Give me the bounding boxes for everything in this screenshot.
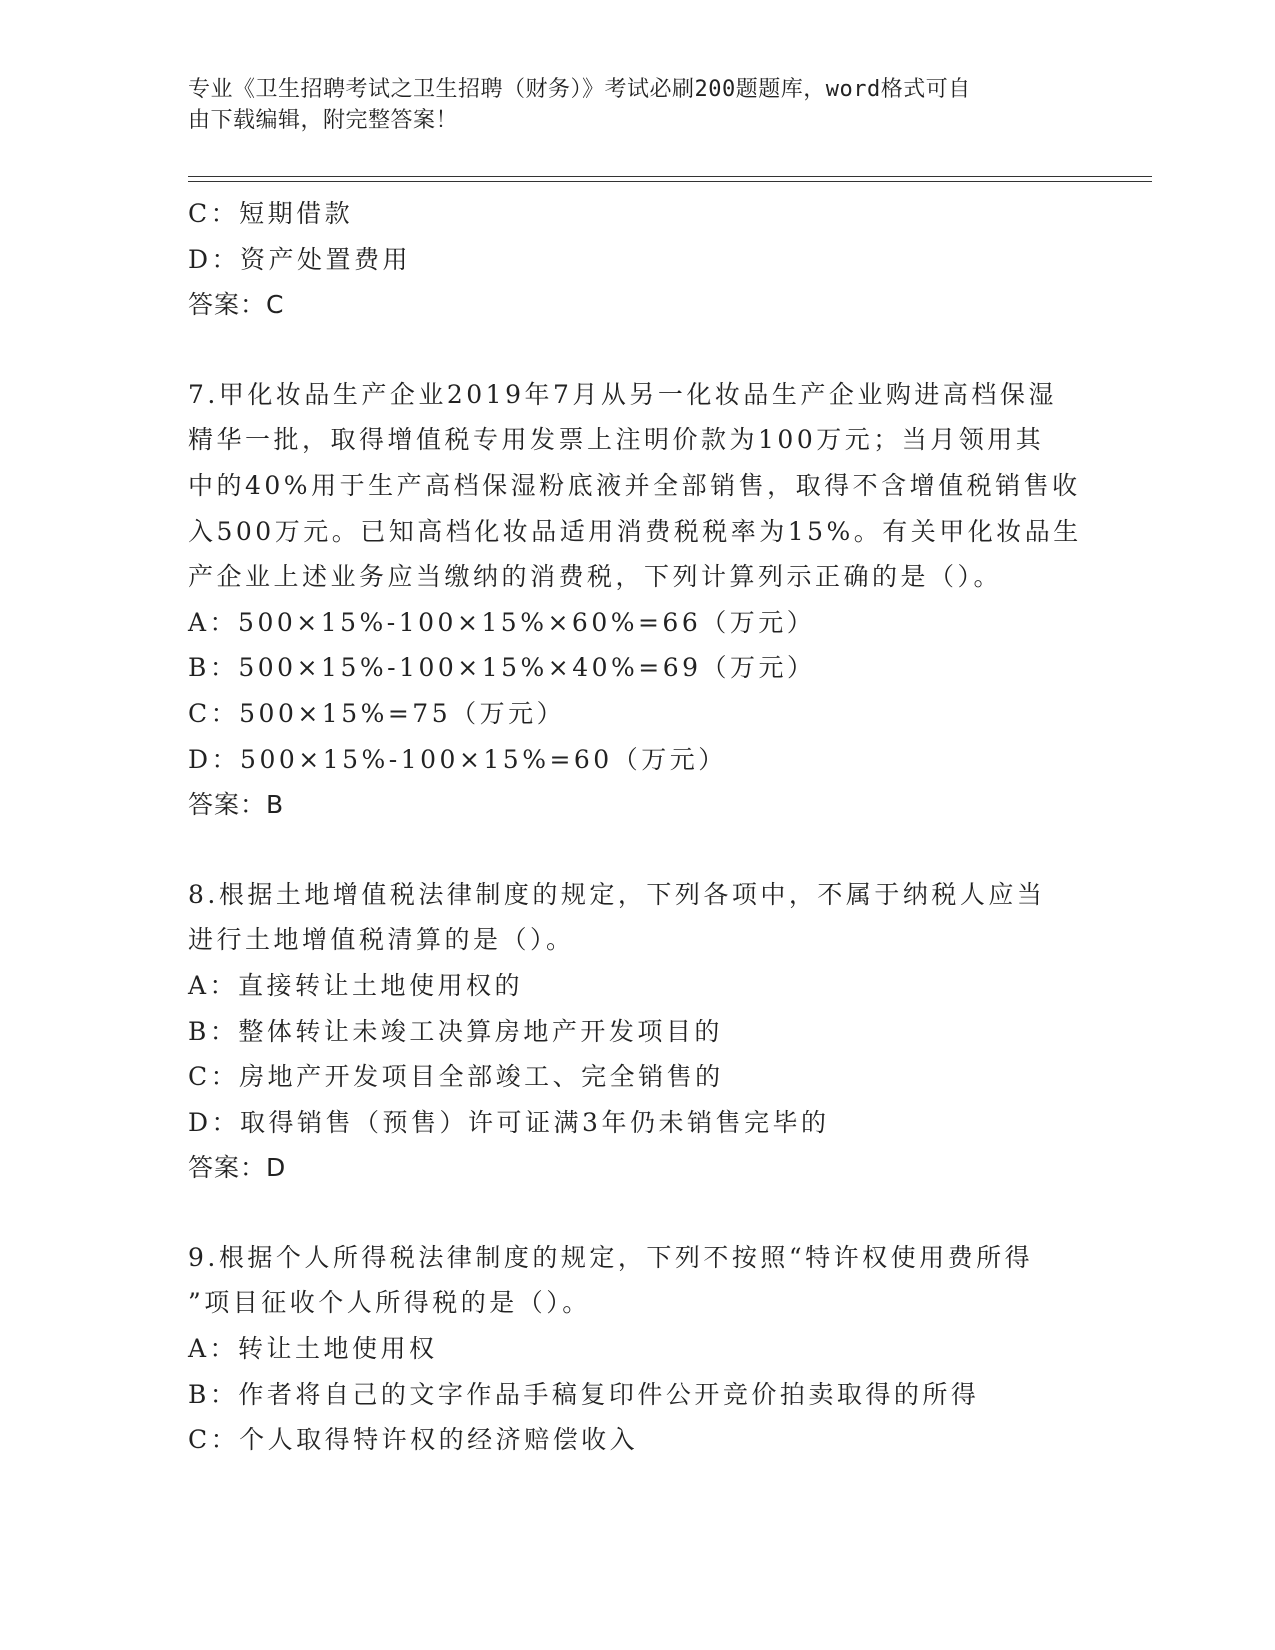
option-c: C：个人取得特许权的经济赔偿收入 xyxy=(188,1425,639,1455)
question-text-line: 9.根据个人所得税法律制度的规定，下列不按照“特许权使用费所得 xyxy=(188,1242,1034,1272)
header-line-1: 专业《卫生招聘考试之卫生招聘（财务）》考试必刷200题题库，word格式可自 xyxy=(188,77,971,102)
question-6-tail xyxy=(188,191,1088,328)
option-a: A：转让土地使用权 xyxy=(188,1334,438,1364)
question-text-line: 进行土地增值税清算的是（）。 xyxy=(188,925,575,955)
spacer xyxy=(188,1191,1088,1235)
option-a: A：500×15%-100×15%×60%=66（万元） xyxy=(188,607,816,637)
option-b: B：整体转让未竣工决算房地产开发项目的 xyxy=(188,1016,723,1046)
document-body xyxy=(188,191,1088,1463)
answer-line: 答案：C xyxy=(188,290,285,320)
answer-line: 答案：B xyxy=(188,790,285,820)
option-d: D：500×15%-100×15%=60（万元） xyxy=(188,744,727,774)
option-c: C：房地产开发项目全部竣工、完全销售的 xyxy=(188,1062,724,1092)
question-8 xyxy=(188,872,1088,1191)
header-divider-bottom xyxy=(188,181,1152,182)
option-b: B：作者将自己的文字作品手稿复印件公开竞价拍卖取得的所得 xyxy=(188,1379,980,1409)
question-text-line: 8.根据土地增值税法律制度的规定，下列各项中，不属于纳税人应当 xyxy=(188,879,1046,909)
option-c: C：短期借款 xyxy=(188,199,354,228)
option-b: B：500×15%-100×15%×40%=69（万元） xyxy=(188,653,816,683)
spacer xyxy=(188,328,1088,372)
option-d: D：取得销售（预售）许可证满3年仍未销售完毕的 xyxy=(188,1107,830,1137)
page-header xyxy=(188,74,1088,136)
question-text-line: 精华一批，取得增值税专用发票上注明价款为100万元；当月领用其 xyxy=(188,425,1045,455)
question-text-line: 7.甲化妆品生产企业2019年7月从另一化妆品生产企业购进高档保湿 xyxy=(188,379,1057,409)
question-text-line: 产企业上述业务应当缴纳的消费税，下列计算列示正确的是（）。 xyxy=(188,562,1003,592)
answer-line: 答案：D xyxy=(188,1153,287,1183)
question-7 xyxy=(188,372,1088,828)
header-line-2: 由下载编辑，附完整答案！ xyxy=(188,108,459,133)
option-d: D：资产处置费用 xyxy=(188,244,412,274)
question-9 xyxy=(188,1235,1088,1463)
header-divider-top xyxy=(188,176,1152,177)
option-a: A：直接转让土地使用权的 xyxy=(188,970,524,1000)
option-c: C：500×15%=75（万元） xyxy=(188,698,566,728)
spacer xyxy=(188,828,1088,872)
question-text-line: 中的40%用于生产高档保湿粉底液并全部销售，取得不含增值税销售收 xyxy=(188,470,1081,500)
question-text-line: 入500万元。已知高档化妆品适用消费税税率为15%。有关甲化妆品生 xyxy=(188,516,1082,546)
question-text-line: ”项目征收个人所得税的是（）。 xyxy=(188,1288,591,1318)
